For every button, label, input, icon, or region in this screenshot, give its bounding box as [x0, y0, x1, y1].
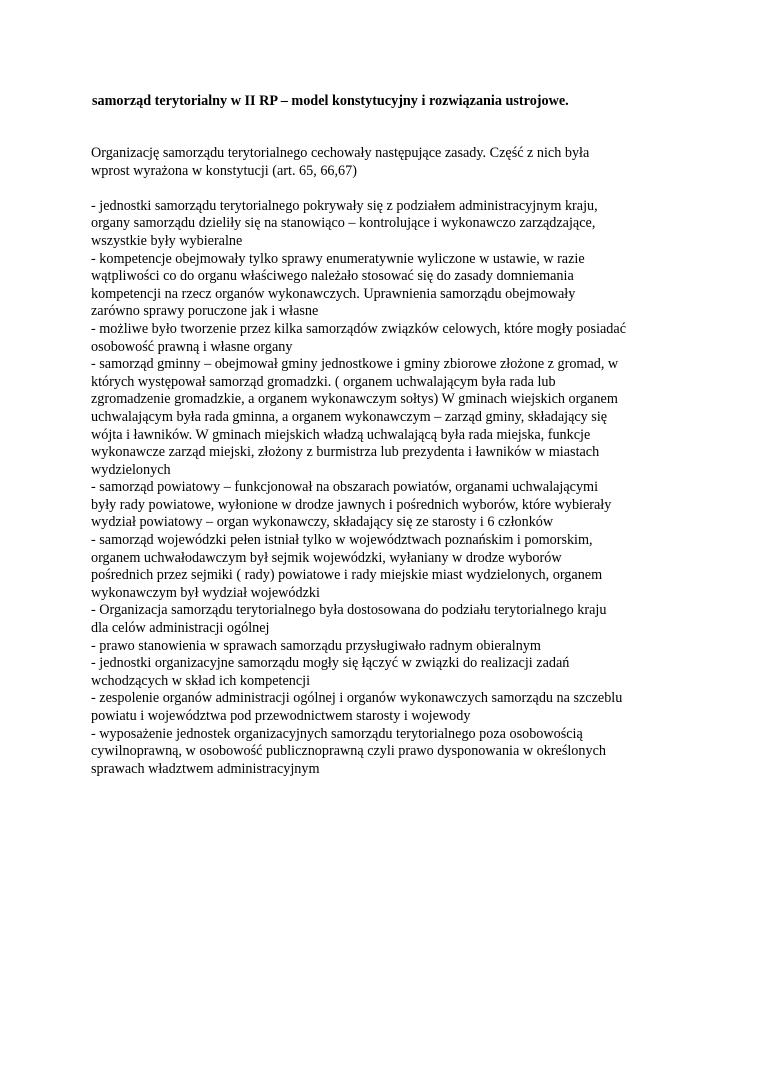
text-line: sprawach władztwem administracyjnym [91, 760, 320, 777]
text-line: - jednostki organizacyjne samorządu mogły się łączyć w związki do realizacji zadań [91, 655, 570, 672]
document-body [91, 145, 681, 778]
text-line: organem uchwałodawczym był sejmik wojewódzki, wyłaniany w drodze wyborów [91, 549, 562, 566]
text-line: wydzielonych [91, 461, 171, 478]
text-line: - wyposażenie jednostek organizacyjnych samorządu terytorialnego poza osobowością [91, 725, 583, 742]
principles-list [91, 198, 681, 779]
intro-line: wprost wyrażona w konstytucji (art. 65, 66,67) [91, 162, 357, 179]
text-line: uchwalającym była rada gminna, a organem wykonawczym – zarząd gminy, składający się [91, 408, 608, 425]
text-line: - samorząd gminny – obejmował gminy jednostkowe i gminy zbiorowe złożone z gromad, w [91, 356, 619, 373]
document-title: samorząd terytorialny w II RP – model konstytucyjny i rozwiązania ustrojowe. [92, 93, 569, 109]
text-line: pośrednich przez sejmiki ( rady) powiatowe i rady miejskie miast wydzielonych, organem [91, 567, 603, 584]
text-line: wątpliwości co do organu właściwego należało stosować się do zasady domniemania [91, 268, 574, 285]
text-line: wydział powiatowy – organ wykonawczy, składający się ze starosty i 6 członków [91, 514, 554, 531]
intro-paragraph [91, 145, 681, 180]
text-line: - Organizacja samorządu terytorialnego była dostosowana do podziału terytorialnego kraju [91, 602, 607, 619]
text-line: kompetencji na rzecz organów wykonawczych. Uprawnienia samorządu obejmowały [91, 285, 576, 302]
text-line: - jednostki samorządu terytorialnego pokrywały się z podziałem administracyjnym kraju, [91, 197, 598, 214]
text-line: wykonawcze zarząd miejski, złożony z burmistrza lub prezydenta i ławników w miastach [91, 444, 600, 461]
text-line: osobowość prawną i własne organy [91, 338, 293, 355]
intro-line: Organizację samorządu terytorialnego cechowały następujące zasady. Część z nich była [91, 145, 590, 161]
text-line: organy samorządu dzieliły się na stanowiąco – kontrolujące i wykonawczo zarządzające, [91, 215, 596, 232]
text-line: dla celów administracji ogólnej [91, 620, 270, 637]
text-line: których występował samorząd gromadzki. ( organem uchwalającym była rada lub [91, 373, 556, 390]
text-line: wszystkie były wybieralne [91, 232, 243, 249]
text-line: - samorząd wojewódzki pełen istniał tylko w województwach poznańskim i pomorskim, [91, 532, 593, 549]
text-line: powiatu i województwa pod przewodnictwem starosty i wojewody [91, 708, 471, 724]
text-line: - samorząd powiatowy – funkcjonował na obszarach powiatów, organami uchwalającymi [91, 479, 599, 496]
text-line: - kompetencje obejmowały tylko sprawy enumeratywnie wyliczone w ustawie, w razie [91, 250, 585, 267]
text-line: zgromadzenie gromadzkie, a organem wykonawczym sołtys) W gminach wiejskich organem [91, 391, 618, 408]
text-line: zarówno sprawy poruczone jak i własne [91, 303, 319, 320]
text-line: wchodzących w skład ich kompetencji [91, 672, 311, 689]
text-line: wójta i ławników. W gminach miejskich władzą uchwalającą była rada miejska, funkcje [91, 426, 591, 443]
text-line: wykonawczym był wydział wojewódzki [91, 584, 320, 601]
text-line: - możliwe było tworzenie przez kilka samorządów związków celowych, które mogły posiadać [91, 320, 626, 337]
text-line: - prawo stanowienia w sprawach samorządu przysługiwało radnym obieralnym [91, 637, 541, 654]
text-line: cywilnoprawną, w osobowość publicznoprawną czyli prawo dysponowania w określonych [91, 743, 606, 760]
text-line: były rady powiatowe, wyłonione w drodze jawnych i pośrednich wyborów, które wybierały [91, 496, 612, 513]
text-line: - zespolenie organów administracji ogólnej i organów wykonawczych samorządu na szczeblu [91, 690, 623, 707]
